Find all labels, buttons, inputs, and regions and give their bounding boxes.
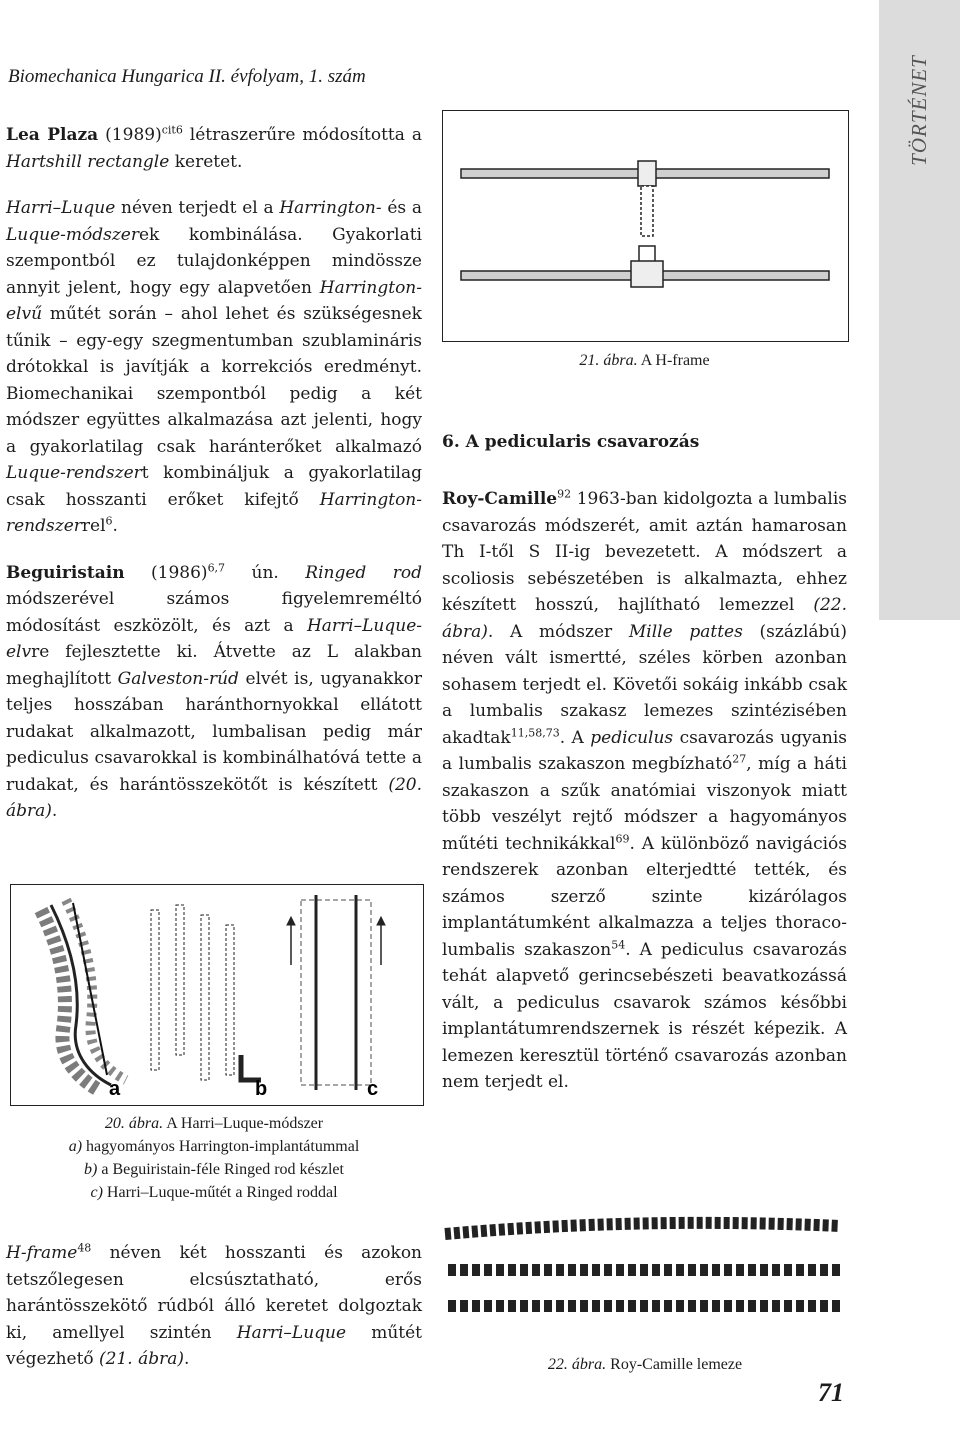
- left-column: [6, 122, 422, 825]
- citation: cit6: [161, 123, 183, 137]
- side-tab-label: TÖRTÉNET: [907, 54, 932, 166]
- section-heading: 6. A pedicularis csavarozás: [442, 432, 700, 452]
- citation: 11,58,73: [510, 725, 560, 739]
- journal-header: Biomechanica Hungarica II. évfolyam, 1. szám: [8, 66, 366, 87]
- spine-ringed-rod-illustration: [287, 895, 385, 1090]
- citation: 54: [611, 937, 626, 951]
- ringed-rod-set-illustration: [151, 905, 261, 1080]
- right-column: [442, 486, 847, 1096]
- paragraph-roy-camille: Roy-Camille$^{92}$ 1963-ban kidolgozta a lumbalis csavarozás módszerét, amit aztán hamarosan Th I-től S II-ig bevezetett. A módszert a scoliosis sebészetében is alkalmazta, ehhez készített hosszú, hajlítható lemezzel (22. ábra). A módszer Mille pattes (százlábú) néven vált ismertté, széles körben azonban sohasem terjedt el. Követői sokáig inkább csak a lumbalis szakasz lemezes szintézisében akadtak$^{11,58,73}$. A pediculus csavarozás ugyanis a lumbalis szakaszon megbízható$^{27}$, míg a háti szakaszon a szűk anatómiai viszonyok miatt több veszélyt rejtő módszer a hagyományos műtéti technikákkal$^{69}$. A különböző navigációs rendszerek azonban elterjedtté tették, és számos szerző szinte kizárólagos implantátumként alkalmazza a teljes thoraco-lumbalis szakaszon$^{54}$. A pediculus csavarozás tehát alapvető gerincsebészeti beavatkozássá vált, a pediculus csavarok számos későbbi implantátumrendszernek is részét képezik. A lemezen keresztül történő csavarozás azonban nem terjedt el.: [442, 487, 847, 1092]
- spine-harrington-illustration: [41, 900, 126, 1089]
- figure-22: [440, 1212, 850, 1342]
- figure-21: [442, 110, 849, 342]
- paragraph-lea-plaza: Lea Plaza $(1989)^{cit6}$ létraszerűre módosította a Hartshill rectangle keretet.: [6, 123, 422, 172]
- figure-20-label-a: a: [109, 1078, 121, 1100]
- citation: 48: [77, 1241, 92, 1255]
- figure-20-label-c: c: [367, 1078, 379, 1100]
- citation: 69: [615, 831, 630, 845]
- figure-20-label-b: b: [255, 1078, 268, 1100]
- figure-20: [10, 884, 424, 1106]
- figure-20-illustration: [11, 885, 423, 1105]
- citation: 6,7: [207, 560, 226, 574]
- page-number: 71: [818, 1378, 844, 1407]
- paragraph-h-frame: H-frame$^{48}$ néven két hosszanti és azokon tetszőlegesen elcsúsztatható, erős harántösszekötő rúdból álló keretet dolgoztak ki, amellyel szintén Harri–Luque műtét végezhető (21. ábra).: [6, 1241, 422, 1369]
- paragraph-beguiristain: Beguiristain $(1986)^{6,7}$ ún. Ringed rod módszerével számos figyelemreméltó módosítást eszközölt, és azt a Harri–Luque-elvre fejlesztette ki. Átvette az L alakban meghajlított Galveston-rúd elvét is, ugyanakkor teljes hosszában haránthornyokkal ellátott rudakat alkalmazott, lumbalisan pedig már pediculus csavarokkal is kombinálhatóvá tette a rudakat, és harántösszekötőt is készített (20. ábra).: [6, 560, 422, 821]
- citation: 27: [732, 752, 747, 766]
- paragraph-harri-luque: Harri–Luque néven terjedt el a Harrington- és a Luque-módszerek kombinálása. Gyakorlati szempontból ez tulajdonképpen mindössze annyit jelent, hogy egy alapvetően Harrington-elvű műtét során – ahol lehet és szükségesnek tűnik – egy-egy szegmentumban szublamináris drótokkal is javítják a korrekciós eredményt. Biomechanikai szempontból pedig a két módszer együttes alkalmazása azt jelenti, hogy a gyakorlatilag csak haránterőket alkalmazó Luque-rendszert kombináljuk a gyakorlatilag csak hosszanti erőket kifejtő Harrington-rendszerrel$^6$.: [6, 198, 422, 536]
- figure-21-caption: 21. ábra. A H-frame: [579, 352, 710, 369]
- figure-20-caption: 20. ábra. A Harri–Luque-módszer a) hagyományos Harrington-implantátummal b) a Beguiristain-féle Ringed rod készlet c) Harri–Luque-műtét a Ringed roddal: [68, 1115, 360, 1201]
- h-frame-illustration: [443, 111, 848, 341]
- side-tab: [879, 0, 960, 620]
- citation: 92: [557, 487, 572, 501]
- roy-camille-plate-illustration: [440, 1212, 850, 1342]
- citation: 6: [105, 514, 113, 528]
- figure-22-caption: 22. ábra. Roy-Camille lemeze: [547, 1356, 743, 1373]
